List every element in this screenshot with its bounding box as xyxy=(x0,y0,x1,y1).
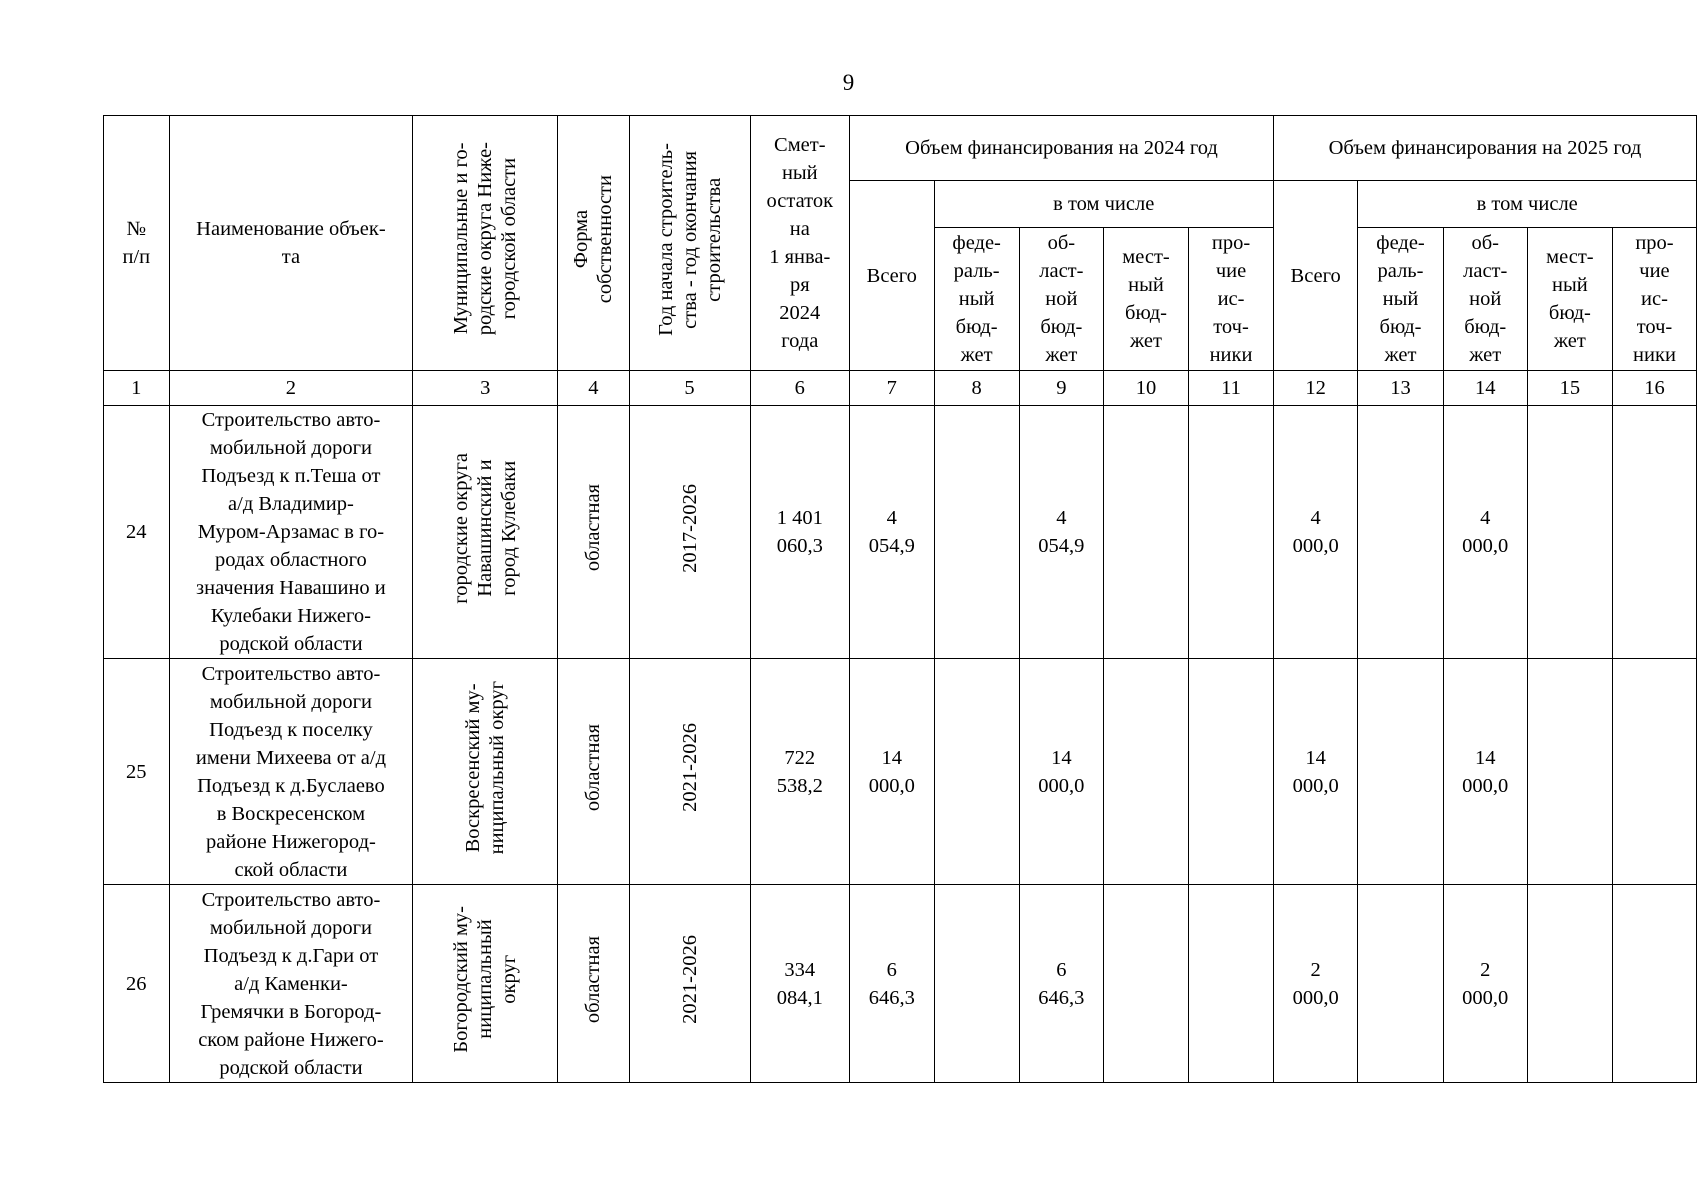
header-local-2025: мест- ный бюд- жет xyxy=(1527,228,1612,371)
row-ownership: областная xyxy=(558,885,629,1083)
row-local-2024 xyxy=(1103,885,1188,1083)
header-regional-2025: об- ласт- ной бюд- жет xyxy=(1443,228,1527,371)
row-years: 2021-2026 xyxy=(629,885,750,1083)
column-number: 9 xyxy=(1019,371,1103,406)
row-other-2025 xyxy=(1612,659,1696,885)
row-object-name: Строительство авто- мобильной дороги Подъезд к п.Теша от а/д Владимир- Муром-Арзамас в го- родах областного значения Навашино и Кулебаки Нижего- родской области xyxy=(169,406,413,659)
row-local-2025 xyxy=(1527,885,1612,1083)
row-regional-2025: 4 000,0 xyxy=(1443,406,1527,659)
row-other-2024 xyxy=(1189,659,1274,885)
header-including-2025: в том числе xyxy=(1358,181,1697,228)
row-local-2024 xyxy=(1103,659,1188,885)
column-number: 11 xyxy=(1189,371,1274,406)
header-remainder: Смет- ный остаток на 1 янва- ря 2024 года xyxy=(750,116,850,371)
column-number: 3 xyxy=(413,371,558,406)
column-number: 6 xyxy=(750,371,850,406)
header-other-2025: про- чие ис- точ- ники xyxy=(1612,228,1696,371)
table-row xyxy=(104,885,1697,1083)
row-total-2024: 4 054,9 xyxy=(850,406,934,659)
header-other-2024: про- чие ис- точ- ники xyxy=(1189,228,1274,371)
column-number: 5 xyxy=(629,371,750,406)
header-federal-2025: феде- раль- ный бюд- жет xyxy=(1358,228,1443,371)
row-local-2025 xyxy=(1527,406,1612,659)
row-regional-2024: 14 000,0 xyxy=(1019,659,1103,885)
table-row xyxy=(104,659,1697,885)
column-number: 4 xyxy=(558,371,629,406)
column-numbers-row xyxy=(104,371,1697,406)
column-number: 8 xyxy=(934,371,1019,406)
row-num: 24 xyxy=(104,406,170,659)
row-municipality: Воскресенский му- ниципальный округ xyxy=(413,659,558,885)
header-municipality: Муниципальные и го- родские округа Ниже- городской области xyxy=(413,116,558,371)
row-federal-2025 xyxy=(1358,659,1443,885)
row-ownership: областная xyxy=(558,659,629,885)
row-num: 25 xyxy=(104,659,170,885)
row-years: 2021-2026 xyxy=(629,659,750,885)
row-other-2025 xyxy=(1612,406,1696,659)
column-number: 2 xyxy=(169,371,413,406)
header-ownership: Форма собственности xyxy=(558,116,629,371)
column-number: 16 xyxy=(1612,371,1696,406)
column-number: 15 xyxy=(1527,371,1612,406)
column-number: 13 xyxy=(1358,371,1443,406)
column-number: 14 xyxy=(1443,371,1527,406)
row-object-name: Строительство авто- мобильной дороги Подъезд к поселку имени Михеева от а/д Подъезд к д.Буслаево в Воскресенском районе Нижегород- ской области xyxy=(169,659,413,885)
row-object-name: Строительство авто- мобильной дороги Подъезд к д.Гари от а/д Каменки- Гремячки в Богород- ском районе Нижего- родской области xyxy=(169,885,413,1083)
header-regional-2024: об- ласт- ной бюд- жет xyxy=(1019,228,1103,371)
header-funding-2024: Объем финансирования на 2024 год xyxy=(850,116,1274,181)
row-ownership: областная xyxy=(558,406,629,659)
row-federal-2025 xyxy=(1358,885,1443,1083)
row-total-2025: 14 000,0 xyxy=(1273,659,1357,885)
row-local-2025 xyxy=(1527,659,1612,885)
header-local-2024: мест- ный бюд- жет xyxy=(1103,228,1188,371)
row-total-2024: 6 646,3 xyxy=(850,885,934,1083)
row-regional-2024: 4 054,9 xyxy=(1019,406,1103,659)
column-number: 12 xyxy=(1273,371,1357,406)
row-other-2024 xyxy=(1189,406,1274,659)
header-num: № п/п xyxy=(104,116,170,371)
row-regional-2025: 2 000,0 xyxy=(1443,885,1527,1083)
row-remainder: 1 401 060,3 xyxy=(750,406,850,659)
header-total-2024: Всего xyxy=(850,181,934,371)
row-years: 2017-2026 xyxy=(629,406,750,659)
row-federal-2024 xyxy=(934,659,1019,885)
header-federal-2024: феде- раль- ный бюд- жет xyxy=(934,228,1019,371)
investment-table xyxy=(103,115,1697,1083)
row-municipality: Богородский му- ниципальный округ xyxy=(413,885,558,1083)
table-row xyxy=(104,406,1697,659)
row-local-2024 xyxy=(1103,406,1188,659)
page-number: 9 xyxy=(842,70,855,95)
row-federal-2025 xyxy=(1358,406,1443,659)
row-remainder: 722 538,2 xyxy=(750,659,850,885)
column-number: 10 xyxy=(1103,371,1188,406)
header-name: Наименование объек- та xyxy=(169,116,413,371)
row-federal-2024 xyxy=(934,885,1019,1083)
row-other-2025 xyxy=(1612,885,1696,1083)
row-regional-2025: 14 000,0 xyxy=(1443,659,1527,885)
row-num: 26 xyxy=(104,885,170,1083)
row-federal-2024 xyxy=(934,406,1019,659)
column-number: 7 xyxy=(850,371,934,406)
header-funding-2025: Объем финансирования на 2025 год xyxy=(1273,116,1696,181)
row-remainder: 334 084,1 xyxy=(750,885,850,1083)
row-total-2025: 4 000,0 xyxy=(1273,406,1357,659)
column-number: 1 xyxy=(104,371,170,406)
header-total-2025: Всего xyxy=(1273,181,1357,371)
row-total-2025: 2 000,0 xyxy=(1273,885,1357,1083)
header-years: Год начала строитель- ства - год окончания строительства xyxy=(629,116,750,371)
row-regional-2024: 6 646,3 xyxy=(1019,885,1103,1083)
header-including-2024: в том числе xyxy=(934,181,1273,228)
row-municipality: городские округа Навашинский и город Кулебаки xyxy=(413,406,558,659)
row-total-2024: 14 000,0 xyxy=(850,659,934,885)
row-other-2024 xyxy=(1189,885,1274,1083)
